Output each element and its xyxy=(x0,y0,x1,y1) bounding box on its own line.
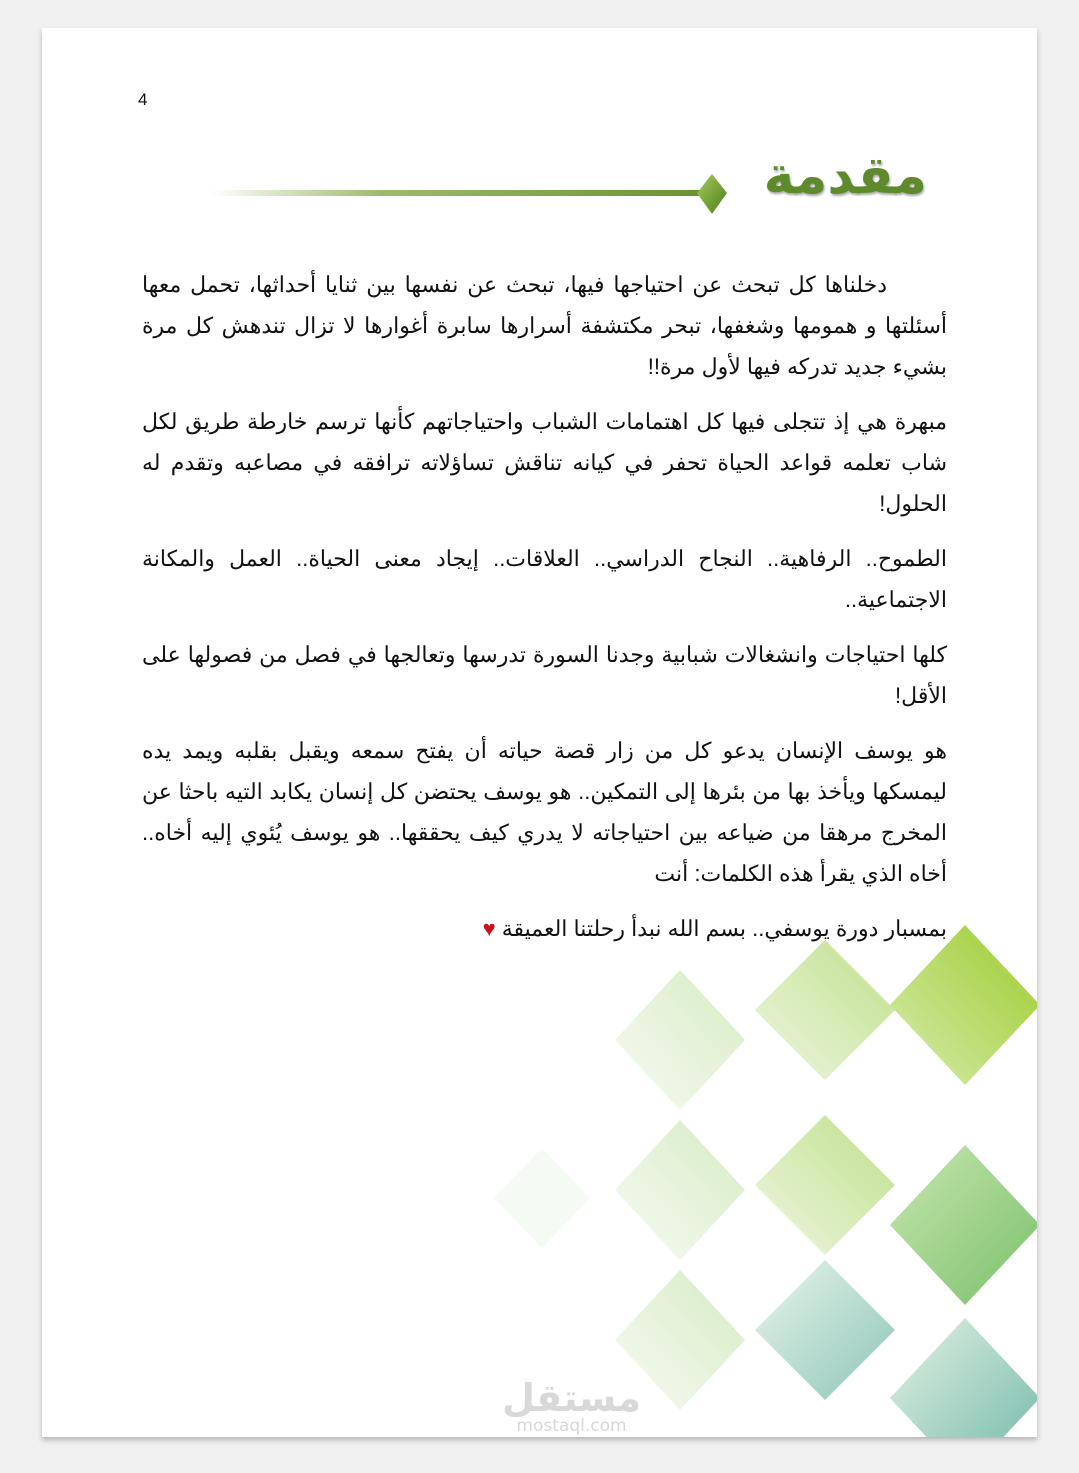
body-text xyxy=(142,264,947,963)
paragraph: مبهرة هي إذ تتجلى فيها كل اهتمامات الشباب واحتياجاتهم كأنها ترسم خارطة طريق لكل شاب تعلمه قواعد الحياة تحفر في كيانه تناقش تساؤلاته ترافقه في مصاعبه وتقدم له الحلول! xyxy=(142,409,947,516)
document-page xyxy=(42,28,1037,1437)
page-title: مقدمة xyxy=(763,146,927,206)
heart-icon: ♥ xyxy=(482,916,496,941)
watermark-arabic: مستقل xyxy=(502,1376,641,1420)
watermark xyxy=(502,1378,641,1434)
page-number: 4 xyxy=(138,90,148,109)
paragraph: دخلناها كل تبحث عن احتياجها فيها، تبحث عن نفسها بين ثنايا أحداثها، تحمل معها أسئلتها و همومها وشغفها، تبحر مكتشفة أسرارها سابرة أغوارها لا تزال تندهش كل مرة بشيء جديد تدركه فيها لأول مرة!! xyxy=(142,272,947,379)
paragraph: هو يوسف الإنسان يدعو كل من زار قصة حياته أن يفتح سمعه ويقبل بقلبه ويمد يده ليمسكها ويأخذ بها من بئرها إلى التمكين.. هو يوسف يحتضن كل إنسان يكابد التيه باحثا عن المخرج مرهقا من ضياعه بين احتياجاته لا يدري كيف يحققها.. هو يوسف يُئوي إليه أخاه.. أخاه الذي يقرأ هذه الكلمات: أنت xyxy=(142,738,947,886)
closing-text: بمسبار دورة يوسفي.. بسم الله نبدأ رحلتنا العميقة xyxy=(501,916,947,941)
watermark-latin: mostaql.com xyxy=(516,1416,627,1436)
heading-rule xyxy=(210,190,700,196)
paragraph: الطموح.. الرفاهية.. النجاح الدراسي.. العلاقات.. إيجاد معنى الحياة.. العمل والمكانة الاجتماعية.. xyxy=(142,546,947,612)
paragraph: كلها احتياجات وانشغالات شبابية وجدنا السورة تدرسها وتعالجها في فصل من فصولها على الأقل! xyxy=(142,642,947,708)
closing-line xyxy=(142,908,947,949)
diamond-bullet-icon xyxy=(697,174,727,214)
